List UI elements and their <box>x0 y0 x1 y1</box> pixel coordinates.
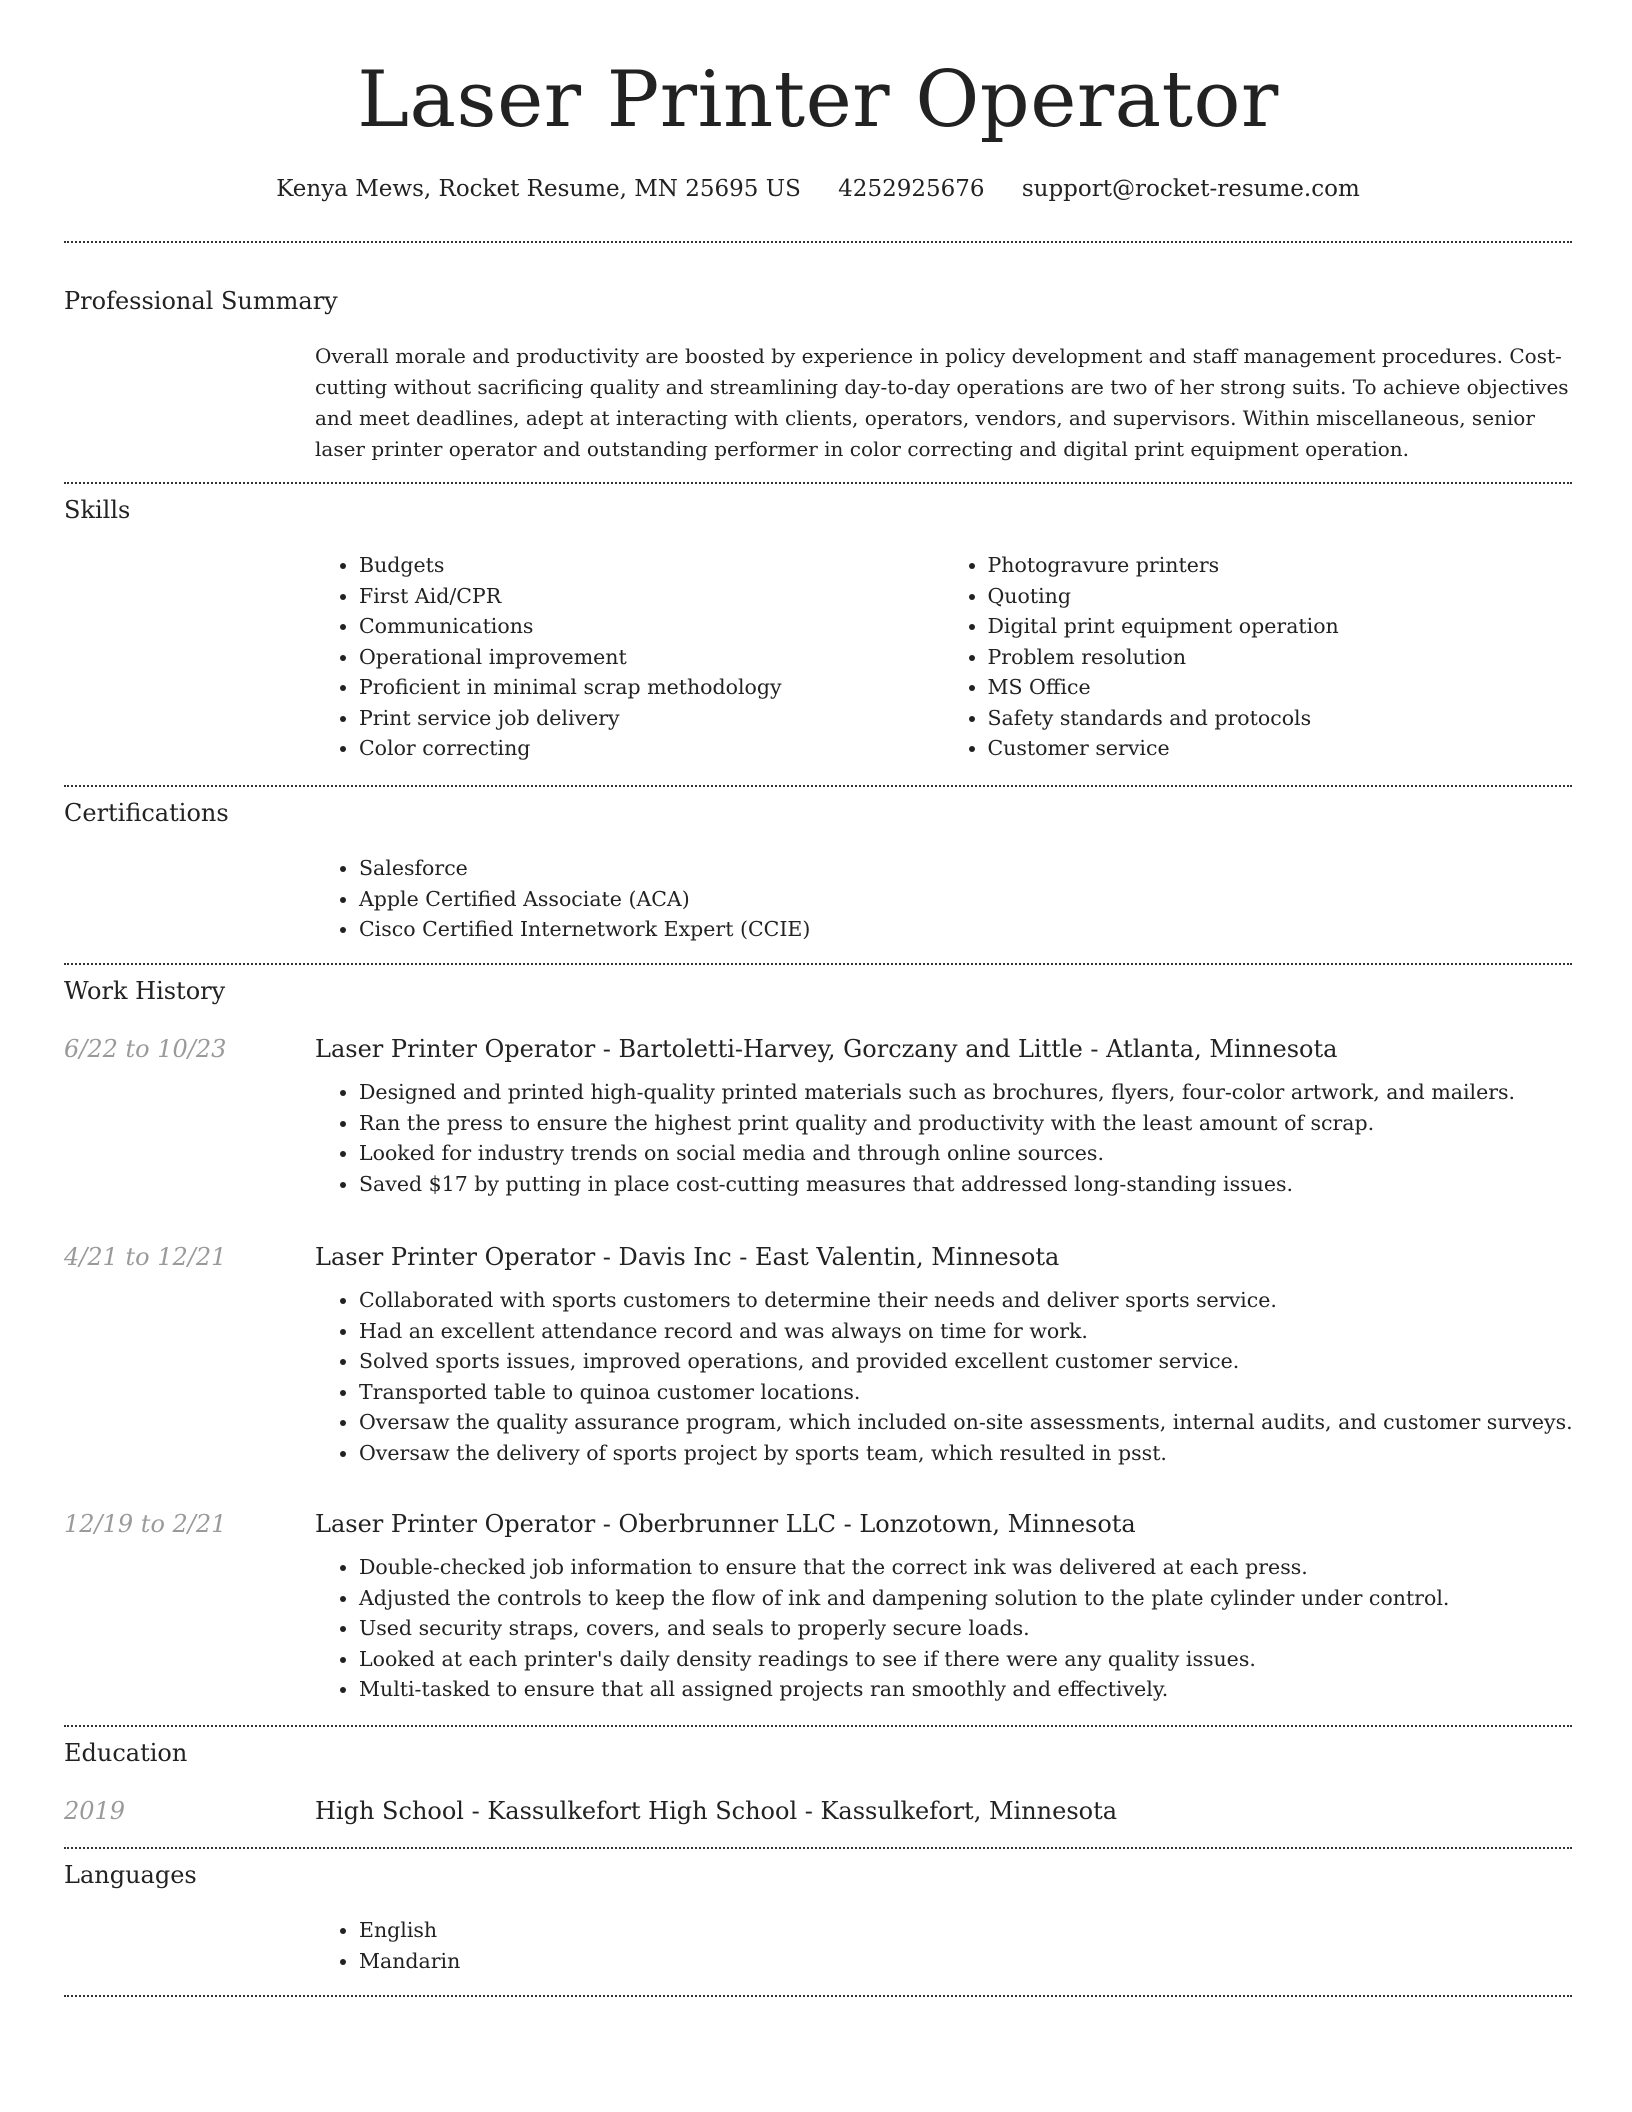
job-dates: 6/22 to 10/23 <box>64 1035 227 1063</box>
skill-item: • Proficient in minimal scrap methodology <box>359 672 944 703</box>
languages-list <box>315 1915 1572 1976</box>
skills-grid <box>315 550 1572 764</box>
section-divider <box>64 241 1572 243</box>
job-dates: 12/19 to 2/21 <box>64 1510 227 1538</box>
job-bullet: • Multi-tasked to ensure that all assigned projects ran smoothly and effectively. <box>359 1674 1572 1705</box>
job-bullet: • Used security straps, covers, and seals to properly secure loads. <box>359 1613 1572 1644</box>
contact-email: support@rocket-resume.com <box>1021 176 1360 202</box>
skill-item: • Operational improvement <box>359 642 944 673</box>
section-divider <box>64 482 1572 484</box>
summary-text: Overall morale and productivity are boosted by experience in policy development and staff management procedures. Cost-cutting without sacrificing quality and streamlining day-to-day operations are two of her strong suits. To achieve objectives and meet deadlines, adept at interacting with clients, operators, vendors, and supervisors. Within miscellaneous, senior laser printer operator and outstanding performer in color correcting and digital print equipment operation. <box>315 344 1569 461</box>
section-divider <box>64 1995 1572 1997</box>
job-bullet: • Transported table to quinoa customer locations. <box>359 1377 1572 1408</box>
skill-item: • Safety standards and protocols <box>988 703 1573 734</box>
contact-phone: 4252925676 <box>838 176 985 202</box>
certification-item: • Apple Certified Associate (ACA) <box>359 884 1572 915</box>
contact-address: Kenya Mews, Rocket Resume, MN 25695 US <box>276 176 801 202</box>
job-dates: 4/21 to 12/21 <box>64 1243 227 1271</box>
job-bullets <box>315 1077 1572 1199</box>
skills-heading: Skills <box>64 496 131 524</box>
skill-item: • Photogravure printers <box>988 550 1573 581</box>
skill-item: • MS Office <box>988 672 1573 703</box>
job-bullet: • Adjusted the controls to keep the flow of ink and dampening solution to the plate cylinder under control. <box>359 1583 1572 1614</box>
skills-list-left <box>315 550 944 764</box>
section-divider <box>64 785 1572 787</box>
job-title: Laser Printer Operator - Oberbrunner LLC - Lonzotown, Minnesota <box>315 1510 1136 1538</box>
education-year: 2019 <box>64 1797 126 1825</box>
language-item: • Mandarin <box>359 1946 1572 1977</box>
resume-title: Laser Printer Operator <box>357 55 1279 145</box>
skill-item: • Customer service <box>988 733 1573 764</box>
skill-item: • Digital print equipment operation <box>988 611 1573 642</box>
job-bullet: • Oversaw the quality assurance program, which included on-site assessments, internal audits, and customer surveys. <box>359 1407 1572 1438</box>
language-item: • English <box>359 1915 1572 1946</box>
job-bullet: • Had an excellent attendance record and was always on time for work. <box>359 1316 1572 1347</box>
languages-section <box>315 1915 1572 1976</box>
job-bullet: • Looked at each printer's daily density readings to see if there were any quality issues. <box>359 1644 1572 1675</box>
work-history-heading: Work History <box>64 977 226 1005</box>
skill-item: • Print service job delivery <box>359 703 944 734</box>
education-section <box>315 1795 1572 1827</box>
job-title: Laser Printer Operator - Bartoletti-Harvey, Gorczany and Little - Atlanta, Minnesota <box>315 1035 1338 1063</box>
skill-item: • Communications <box>359 611 944 642</box>
skill-item: • Budgets <box>359 550 944 581</box>
section-divider <box>64 1725 1572 1727</box>
certifications-list <box>315 853 1572 945</box>
summary-heading: Professional Summary <box>64 287 338 315</box>
job-bullet: • Saved $17 by putting in place cost-cutting measures that addressed long-standing issues. <box>359 1169 1572 1200</box>
skill-item: • Quoting <box>988 581 1573 612</box>
certifications-heading: Certifications <box>64 799 229 827</box>
section-divider <box>64 963 1572 965</box>
job-entry <box>315 1033 1572 1199</box>
job-bullets <box>315 1552 1572 1705</box>
certifications-section <box>315 853 1572 945</box>
job-entry <box>315 1508 1572 1705</box>
summary-section <box>315 341 1572 465</box>
skill-item: • Problem resolution <box>988 642 1573 673</box>
skills-section <box>315 550 1572 764</box>
job-entry <box>315 1241 1572 1468</box>
certification-item: • Cisco Certified Internetwork Expert (CCIE) <box>359 914 1572 945</box>
job-bullet: • Double-checked job information to ensure that the correct ink was delivered at each press. <box>359 1552 1572 1583</box>
job-bullet: • Ran the press to ensure the highest print quality and productivity with the least amount of scrap. <box>359 1108 1572 1139</box>
job-bullet: • Designed and printed high-quality printed materials such as brochures, flyers, four-color artwork, and mailers. <box>359 1077 1572 1108</box>
contact-line <box>64 172 1572 206</box>
job-bullet: • Collaborated with sports customers to determine their needs and deliver sports service. <box>359 1285 1572 1316</box>
section-divider <box>64 1847 1572 1849</box>
job-bullet: • Solved sports issues, improved operations, and provided excellent customer service. <box>359 1346 1572 1377</box>
education-entry: High School - Kassulkefort High School - Kassulkefort, Minnesota <box>315 1797 1118 1825</box>
skill-item: • Color correcting <box>359 733 944 764</box>
certification-item: • Salesforce <box>359 853 1572 884</box>
job-bullets <box>315 1285 1572 1468</box>
skill-item: • First Aid/CPR <box>359 581 944 612</box>
job-title: Laser Printer Operator - Davis Inc - East Valentin, Minnesota <box>315 1243 1060 1271</box>
job-bullet: • Oversaw the delivery of sports project by sports team, which resulted in psst. <box>359 1438 1572 1469</box>
languages-heading: Languages <box>64 1861 197 1889</box>
education-heading: Education <box>64 1739 188 1767</box>
job-bullet: • Looked for industry trends on social media and through online sources. <box>359 1138 1572 1169</box>
skills-list-right <box>944 550 1573 764</box>
